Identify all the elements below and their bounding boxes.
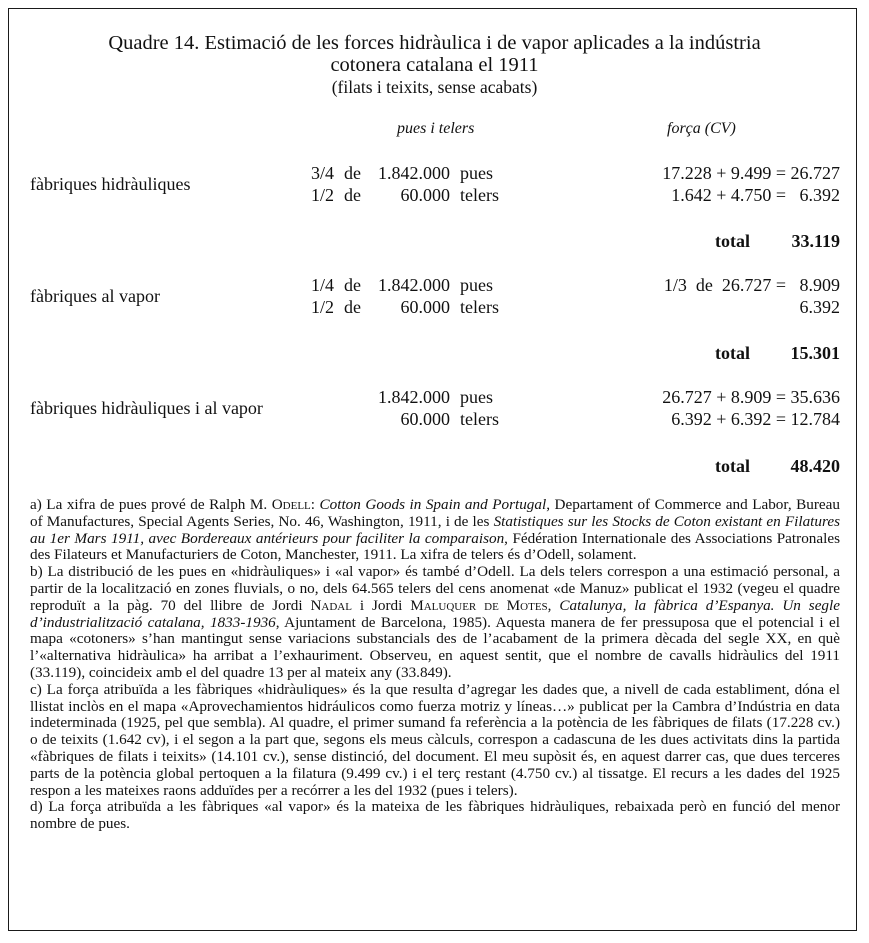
table-subtitle: (filats i teixits, sense acabats) xyxy=(331,77,538,97)
row-fraction: 1/2 xyxy=(311,185,335,205)
row-power: 6.392 xyxy=(799,297,840,317)
row-unit: telers xyxy=(460,409,499,429)
row-de: de xyxy=(344,297,361,317)
table-title: Quadre 14. Estimació de les forces hidràulica i de vapor aplicades a la indústria xyxy=(108,32,761,54)
row-de: de xyxy=(344,163,361,183)
row-count: 60.000 xyxy=(400,297,450,317)
note-d: d) La força atribuïda a les fàbriques «al vapor» és la mateixa de les fàbriques hidràuliques, rebaixada però en funció del menor nombre de pues. xyxy=(30,798,840,833)
row-fraction: 3/4 xyxy=(311,163,335,183)
note-a: a) La xifra de pues prové de Ralph M. Odell: Cotton Goods in Spain and Portugal, Departament of Commerce and Labor, Bureau of Manufactures, Special Agents Series, No. 46, Washington, 1911, i de les Statistiques sur les Stocks de Coton existant en Filatures au 1er Mars 1911, avec Bordereaux antérieurs pour faciliter la comparaison, Fédération Internationale des Associations Patronales des Filateurs et Manufacturiers de Coton, Manchester, 1911. La xifra de telers és d’Odell, solament. xyxy=(30,496,841,564)
row-power: 26.727 + 8.909 = 35.636 xyxy=(662,387,840,407)
table-title-line2: cotonera catalana el 1911 xyxy=(330,54,539,76)
total-label: total xyxy=(715,231,750,251)
notes xyxy=(30,497,840,833)
note-b: b) La distribució de les pues en «hidràuliques» i «al vapor» és també d’Odell. La dels telers correspon a una estimació personal, a partir de la localització en zones fluvials, o no, dels 64.565 telers del cens anomenat «de Manuz» publicat el 1932 (vegeu el quadre reproduït a la pàg. 70 del llibre de Jordi Nadal i Jordi Maluquer de Motes, Catalunya, la fàbrica d’Espanya. Un segle d’industrialització catalana, 1833-1936, Ajuntament de Barcelona, 1985). Aquesta manera de fer pressuposa que el potencial i el mapa «cotoners» s’han mantingut sense variacions substancials des de l’acabament de la primera dècada del segle XX, en què l’«alternativa hidràulica» ha arribat a l’exhauriment. Observeu, en aquest sentit, que el nombre de cavalls hidràulics del 1911 (33.119), coincideix amb el del quadre 13 per al mateix any (33.849). xyxy=(30,563,840,681)
total-value: 15.301 xyxy=(790,343,840,363)
row-fraction: 1/4 xyxy=(311,275,335,295)
row-power: 1/3 de 26.727 = 8.909 xyxy=(663,275,840,295)
total-value: 33.119 xyxy=(791,231,840,251)
row-count: 1.842.000 xyxy=(378,387,450,407)
row-count: 1.842.000 xyxy=(378,275,450,295)
row-de: de xyxy=(344,275,361,295)
row-fraction: 1/2 xyxy=(311,297,335,317)
section-label-hydraulic: fàbriques hidràuliques xyxy=(30,174,191,194)
section-label-combined: fàbriques hidràuliques i al vapor xyxy=(30,398,263,418)
row-power: 6.392 + 6.392 = 12.784 xyxy=(671,409,840,429)
row-unit: telers xyxy=(460,297,499,317)
row-count: 60.000 xyxy=(400,185,450,205)
row-power: 17.228 + 9.499 = 26.727 xyxy=(662,163,840,183)
row-count: 60.000 xyxy=(400,409,450,429)
row-unit: pues xyxy=(460,163,493,183)
row-unit: telers xyxy=(460,185,499,205)
total-label: total xyxy=(715,456,750,476)
section-label-steam: fàbriques al vapor xyxy=(30,286,160,306)
row-de: de xyxy=(344,185,361,205)
row-count: 1.842.000 xyxy=(378,163,450,183)
note-c: c) La força atribuïda a les fàbriques «hidràuliques» és la que resulta d’agregar les dades que, a nivell de cada establiment, dóna el llistat inclòs en el mapa «Aprovechamientos hidráulicos como fuerza motriz y líneas…» publicat per la Cambra d’Indústria en data indeterminada (1925, pel que sembla). Al quadre, el primer sumand fa referència a la potència de les fàbriques de filats (17.228 cv.) o de teixits (1.642 cv), i el segon a la part que, segons els meus càlculs, correspon a cadascuna de les dues activitats dins la partida «fàbriques de filats i teixits» (14.101 cv.), sense distinció, del document. El meu supòsit és, en aquest darrer cas, que dues terceres parts de la potència global pertoquen a la filatura (9.499 cv.) i el terç restant (4.750 cv.) al tissatge. El recurs a les dades del 1925 respon a les mateixes raons adduïdes per a recórrer a les del 1932 (pues i telers). xyxy=(30,680,840,799)
row-unit: pues xyxy=(460,387,493,407)
column-header-power: força (CV) xyxy=(667,120,736,137)
row-unit: pues xyxy=(460,275,493,295)
total-value: 48.420 xyxy=(790,456,840,476)
total-label: total xyxy=(715,343,750,363)
column-header-spindles-looms: pues i telers xyxy=(397,120,475,137)
row-power: 1.642 + 4.750 = 6.392 xyxy=(671,185,840,205)
